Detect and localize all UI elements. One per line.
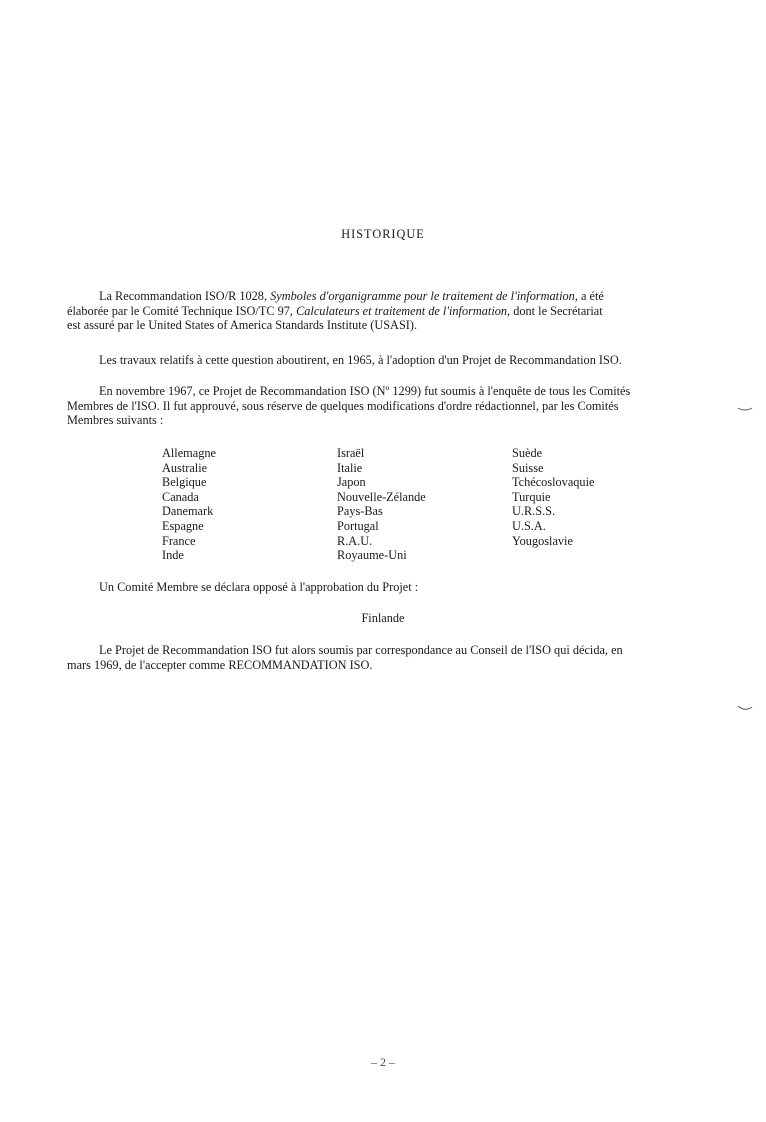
member-name: Pays-Bas bbox=[337, 504, 383, 519]
paragraph-origin bbox=[67, 289, 667, 333]
member-column-2 bbox=[337, 446, 426, 563]
member-name: Portugal bbox=[337, 518, 379, 533]
page-number: – 2 – bbox=[371, 1055, 395, 1069]
member-name: Canada bbox=[162, 489, 199, 504]
paragraph-work bbox=[67, 353, 667, 368]
member-name: Espagne bbox=[162, 518, 204, 533]
member-name: Danemark bbox=[162, 504, 214, 519]
scan-artifact-mark bbox=[737, 704, 753, 712]
text-span: dont le Secrétariat bbox=[510, 303, 603, 318]
paragraph-line: Le Projet de Recommandation ISO fut alors soumis par correspondance au Conseil de l'ISO qui décida, en bbox=[99, 643, 623, 657]
text-span: élaborée par le Comité Technique ISO/TC 97, bbox=[67, 303, 297, 318]
paragraph-opposition bbox=[67, 580, 667, 595]
page-title: HISTORIQUE bbox=[341, 227, 425, 241]
member-name: Suède bbox=[512, 446, 543, 460]
paragraph-line bbox=[67, 289, 667, 304]
paragraph-line: Les travaux relatifs à cette question aboutirent, en 1965, à l'adoption d'un Projet de Recommandation ISO. bbox=[99, 353, 622, 367]
member-column-3 bbox=[512, 446, 594, 548]
member-name: Turquie bbox=[512, 489, 551, 504]
member-name: Belgique bbox=[162, 475, 207, 490]
member-name: U.R.S.S. bbox=[512, 504, 556, 519]
opposed-member: Finlande bbox=[361, 611, 405, 625]
member-column-1 bbox=[162, 446, 216, 563]
paragraph-line: Membres suivants : bbox=[67, 413, 164, 428]
member-name: R.A.U. bbox=[337, 533, 373, 548]
member-name: Suisse bbox=[512, 460, 544, 475]
member-name: Royaume-Uni bbox=[337, 548, 407, 563]
member-name: U.S.A. bbox=[512, 518, 546, 533]
member-name: Australie bbox=[162, 460, 208, 475]
member-name: Allemagne bbox=[162, 446, 216, 460]
paragraph-line bbox=[67, 304, 667, 319]
member-name: Tchécoslovaquie bbox=[512, 475, 595, 490]
member-name: Inde bbox=[162, 548, 184, 563]
member-name: Japon bbox=[337, 475, 366, 490]
paragraph-line: En novembre 1967, ce Projet de Recommandation ISO (Nº 1299) fut soumis à l'enquête de tous les Comités bbox=[99, 384, 631, 398]
member-name: Israël bbox=[337, 446, 365, 460]
italic-title-span: Symboles d'organigramme pour le traitement de l'information, bbox=[270, 289, 578, 303]
member-name: Italie bbox=[337, 460, 363, 475]
member-name: France bbox=[162, 533, 196, 548]
member-name: Yougoslavie bbox=[512, 533, 573, 548]
paragraph-line: Membres de l'ISO. Il fut approuvé, sous réserve de quelques modifications d'ordre rédactionnel, par les Comités bbox=[67, 398, 619, 413]
paragraph-approval bbox=[67, 384, 667, 428]
text-span: La Recommandation ISO/R 1028, bbox=[99, 289, 271, 303]
paragraph-line: mars 1969, de l'accepter comme RECOMMANDATION ISO. bbox=[67, 657, 373, 672]
paragraph-line: Un Comité Membre se déclara opposé à l'approbation du Projet : bbox=[99, 580, 419, 594]
member-name: Nouvelle-Zélande bbox=[337, 489, 426, 504]
italic-title-span: Calculateurs et traitement de l'information, bbox=[296, 303, 511, 318]
scan-artifact-mark bbox=[737, 405, 753, 413]
text-span: a été bbox=[577, 289, 604, 303]
paragraph-line: est assuré par le United States of America Standards Institute (USASI). bbox=[67, 318, 418, 333]
paragraph-acceptance bbox=[67, 643, 667, 672]
